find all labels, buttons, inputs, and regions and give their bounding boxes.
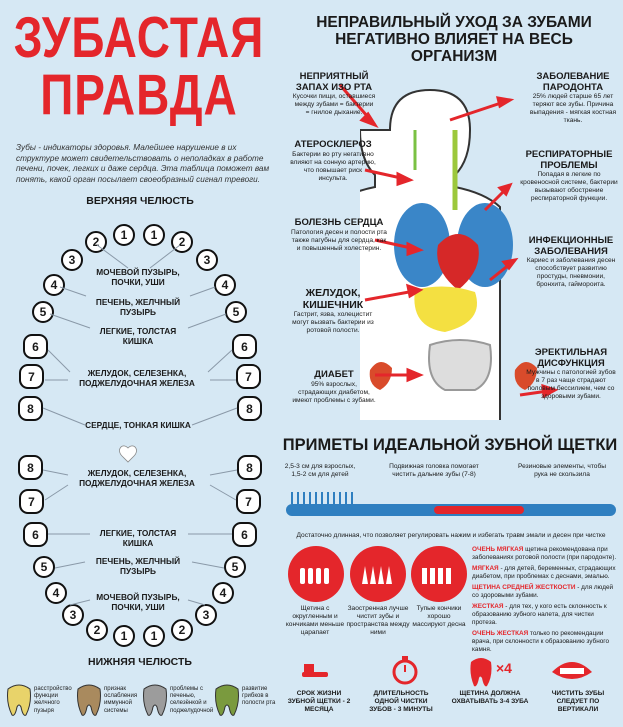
tooth-gray-icon	[140, 683, 170, 719]
section-atherosclerosis: АТЕРОСКЛЕРОЗ Бактерии во рту негативно влияют на сонную артерию, что повышает риск инсульта.	[290, 139, 376, 182]
organ-label-stomach-upper: ЖЕЛУДОК, СЕЛЕЗЕНКА, ПОДЖЕЛУДОЧНАЯ ЖЕЛЕЗА	[79, 368, 195, 388]
main-title: ЗУБАСТАЯ ПРАВДА	[13, 4, 265, 127]
tooth-lower-right-8: 8	[237, 455, 262, 480]
brush-note-head: Подвижная головка помогает чистить дальние зубы (7-8)	[389, 463, 479, 478]
tooth-upper-right-7: 7	[236, 364, 261, 389]
section-periodontal: ЗАБОЛЕВАНИЕ ПАРОДОНТА 25% людей старше 65 лет теряют все зубы. Причина выпадения - мягкая костная ткань.	[529, 71, 617, 124]
lower-jaw-label: НИЖНЯЯ ЧЕЛЮСТЬ	[88, 656, 192, 668]
tooth-upper-left-1: 1	[113, 224, 135, 246]
brush-title: ПРИМЕТЫ ИДЕАЛЬНОЙ ЗУБНОЙ ЩЕТКИ	[282, 436, 618, 454]
stopwatch-icon	[390, 654, 420, 686]
tooth-lower-right-6: 6	[232, 522, 257, 547]
section-respiratory: РЕСПИРАТОРНЫЕ ПРОБЛЕМЫ Попадая в легкие по кровеносной системе, бактерии вызывают обострение респираторной функции.	[520, 149, 618, 202]
tip-coverage: ЩЕТИНА ДОЛЖНА ОХВАТЫВАТЬ 3-4 ЗУБА	[451, 690, 529, 705]
section-stomach: ЖЕЛУДОК, КИШЕЧНИК Гастрит, язва, холецистит могут вызвать бактерии из ротовой полости.	[292, 287, 374, 334]
tooth-upper-left-2: 2	[85, 231, 107, 253]
organ-label-lungs-lower: ЛЕГКИЕ, ТОЛСТАЯ КИШКА	[99, 528, 177, 548]
section-erectile: ЭРЕКТИЛЬНАЯ ДИСФУНКЦИЯ Мужчины с патологией зубов в 7 раз чаще страдают половым бессилием, чем со здоровыми зубами.	[526, 347, 616, 400]
brush-note-rubber: Резиновые элементы, чтобы рука не скользила	[518, 463, 606, 478]
tooth-lower-right-4: 4	[212, 582, 234, 604]
tooth-upper-right-6: 6	[232, 334, 257, 359]
tooth-upper-right-3: 3	[196, 249, 218, 271]
tooth-lower-left-1: 1	[113, 625, 135, 647]
tooth-upper-left-5: 5	[32, 301, 54, 323]
tooth-upper-right-2: 2	[171, 231, 193, 253]
tooth-red-icon	[468, 656, 494, 688]
tooth-lower-left-2: 2	[86, 619, 108, 641]
hardness-list: ОЧЕНЬ МЯГКАЯ щетина рекомендована при заболеваниях ротовой полости (при пародонте). МЯГКАЯ - для детей, беременных, страдающих диабетом, при проблемах с деснами, эмалью. ЩЕТИНА СРЕДНЕЙ ЖЕСТКОСТИ - для людей со здоровыми зубами. ЖЕСТКАЯ - для тех, у кого есть склонность к образованию зубного налета, для чистки протеза. ОЧЕНЬ ЖЕСТКАЯ только по рекомендации врача, при склонности к образованию зубного камня.	[472, 546, 617, 653]
legend-text-1: расстройство функции желчного пузыря	[34, 686, 72, 714]
toothbrush-small-icon	[300, 658, 330, 688]
right-header: НЕПРАВИЛЬНЫЙ УХОД ЗА ЗУБАМИ НЕГАТИВНО ВЛИЯЕТ НА ВЕСЬ ОРГАНИЗМ	[316, 14, 592, 65]
brush-note-size: 2,5-3 см для взрослых, 1,5-2 см для детей	[284, 463, 356, 478]
jaw-arrows	[0, 0, 280, 660]
tooth-upper-left-3: 3	[61, 249, 83, 271]
tooth-upper-left-8: 8	[18, 396, 43, 421]
section-diabetes: ДИАБЕТ 95% взрослых, страдающих диабетом, имеют проблемы с зубами.	[292, 369, 376, 404]
toothbrush-icon	[284, 488, 620, 522]
tooth-upper-right-1: 1	[143, 224, 165, 246]
legend-text-4: развитие грибков в полости рта	[242, 686, 276, 707]
tooth-lower-left-6: 6	[23, 522, 48, 547]
tip-duration: ДЛИТЕЛЬНОСТЬ ОДНОЙ ЧИСТКИ ЗУБОВ - 3 МИНУТЫ	[369, 690, 433, 713]
tooth-green-icon	[212, 683, 242, 719]
tip-lifetime: СРОК ЖИЗНИ ЗУБНОЙ ЩЕТКИ - 2 МЕСЯЦА	[287, 690, 351, 713]
tooth-lower-right-7: 7	[236, 489, 261, 514]
section-heart-disease: БОЛЕЗНЬ СЕРДЦА Патология десен и полости рта также пагубны для сердца, как и повышенный холестерин.	[291, 217, 387, 252]
tooth-yellow-icon	[4, 683, 34, 719]
times-four: ×4	[496, 660, 512, 676]
tooth-lower-left-4: 4	[45, 582, 67, 604]
tooth-upper-right-4: 4	[214, 274, 236, 296]
tooth-lower-left-8: 8	[18, 455, 43, 480]
tooth-upper-left-7: 7	[19, 364, 44, 389]
brush-note-handle: Достаточно длинная, что позволяет регулировать нажим и избегать травм эмали и десен при чистке	[296, 532, 606, 539]
upper-jaw-label: ВЕРХНЯЯ ЧЕЛЮСТЬ	[86, 195, 194, 207]
intro-text: Зубы - индикаторы здоровья. Малейшее нарушение в их структуре может свидетельствовать о неполадках в работе печени, почек, легких и даже сердца. Эта таблица поможет вам понять, какой орган посылает своеобразный сигнал тревоги.	[16, 143, 270, 184]
organ-label-lungs-upper: ЛЕГКИЕ, ТОЛСТАЯ КИШКА	[99, 326, 177, 346]
section-bad-breath: НЕПРИЯТНЫЙ ЗАПАХ ИЗО РТА Кусочки пищи, оставшиеся между зубами = бактерии = гнилое дыхание.	[292, 71, 376, 116]
organ-label-heart: СЕРДЦЕ, ТОНКАЯ КИШКА	[85, 420, 191, 430]
legend-text-2: признак ослабления иммунной системы	[104, 686, 138, 714]
tooth-upper-right-5: 5	[225, 301, 247, 323]
tooth-lower-left-7: 7	[19, 489, 44, 514]
bristle-text-blunt: Тупые кончики хорошо массируют десна	[412, 605, 466, 628]
organ-label-liver-lower: ПЕЧЕНЬ, ЖЕЛЧНЫЙ ПУЗЫРЬ	[95, 556, 181, 576]
organ-label-liver-upper: ПЕЧЕНЬ, ЖЕЛЧНЫЙ ПУЗЫРЬ	[95, 297, 181, 317]
tooth-lower-left-5: 5	[33, 556, 55, 578]
bristle-text-pointed: Заостренная лучше чистит зубы и пространства между ними	[346, 605, 410, 636]
tip-vertical: ЧИСТИТЬ ЗУБЫ СЛЕДУЕТ ПО ВЕРТИКАЛИ	[551, 690, 605, 713]
section-infectious: ИНФЕКЦИОННЫЕ ЗАБОЛЕВАНИЯ Кариес и заболевания десен способствует развитию простуды, пневмонии, бронхита, гаймороита.	[526, 235, 616, 288]
tooth-upper-left-6: 6	[23, 334, 48, 359]
tooth-lower-right-2: 2	[171, 619, 193, 641]
organ-label-bladder-lower: МОЧЕВОЙ ПУЗЫРЬ, ПОЧКИ, УШИ	[96, 592, 180, 612]
tooth-upper-left-4: 4	[43, 274, 65, 296]
tooth-lower-right-3: 3	[195, 604, 217, 626]
tooth-brown-icon	[74, 683, 104, 719]
tooth-lower-left-3: 3	[62, 604, 84, 626]
organ-label-bladder-upper: МОЧЕВОЙ ПУЗЫРЬ, ПОЧКИ, УШИ	[96, 267, 180, 287]
dentures-icon	[548, 658, 596, 686]
tooth-lower-right-1: 1	[143, 625, 165, 647]
organ-label-stomach-lower: ЖЕЛУДОК, СЕЛЕЗЕНКА, ПОДЖЕЛУДОЧНАЯ ЖЕЛЕЗА	[79, 468, 195, 488]
tooth-lower-right-5: 5	[224, 556, 246, 578]
legend-text-3: проблемы с печенью, селезёнкой и поджелудочной	[170, 686, 214, 714]
bristle-shapes	[288, 546, 468, 602]
bristle-text-round: Щетина с округленным и кончиками меньше царапает	[285, 605, 345, 636]
tooth-upper-right-8: 8	[237, 396, 262, 421]
